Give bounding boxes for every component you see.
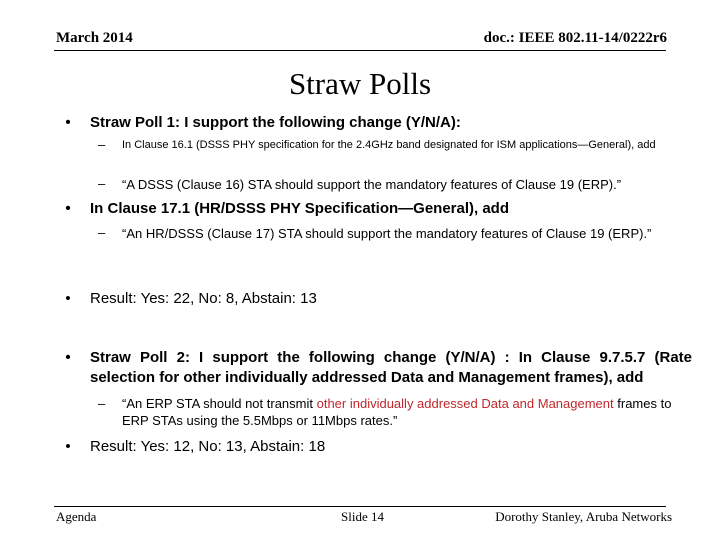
poll1-clause16-text: In Clause 16.1 (DSSS PHY specification for the 2.4GHz band designated for ISM applications—General), add [122,139,656,151]
header-date: March 2014 [56,30,133,46]
footer-agenda: Agenda [56,509,97,524]
bullet-icon: • [65,290,71,307]
poll2-heading: Straw Poll 2: I support the following change (Y/N/A) : In Clause 9.7.5.7 (Rate selection for other individually addressed Data and Management frames), add [90,349,692,386]
poll2-quote-start: “An ERP STA should not transmit [122,396,317,411]
poll2-erp-quote [122,395,692,429]
dash-icon: – [98,137,106,152]
header-divider [54,50,666,51]
footer-slide-number: Slide 14 [341,509,384,524]
dash-icon: – [98,225,106,240]
poll2-quote-end: frames to ERP STAs using the 5.5Mbps or 11Mbps rates.” [122,396,672,428]
clause17-hrdsss-quote: “An HR/DSSS (Clause 17) STA should support the mandatory features of Clause 19 (ERP).” [122,226,652,241]
poll2-quote-highlight: other individually addressed Data and Management [316,396,614,411]
bullet-icon: • [65,438,71,455]
bullet-icon: • [65,114,71,131]
dash-icon: – [98,396,106,411]
header-doc-id: doc.: IEEE 802.11-14/0222r6 [483,30,667,46]
dash-icon: – [98,176,106,191]
poll1-dsss-quote: “A DSSS (Clause 16) STA should support the mandatory features of Clause 19 (ERP).” [122,177,622,192]
clause17-heading: In Clause 17.1 (HR/DSSS PHY Specification—General), add [90,200,510,217]
bullet-icon: • [65,349,71,366]
footer-author: Dorothy Stanley, Aruba Networks [495,509,672,524]
poll1-result: Result: Yes: 22, No: 8, Abstain: 13 [90,290,317,307]
poll2-result: Result: Yes: 12, No: 13, Abstain: 18 [90,438,326,455]
poll1-heading: Straw Poll 1: I support the following change (Y/N/A): [90,114,461,131]
slide-title: Straw Polls [288,66,432,101]
footer-divider [54,506,666,507]
bullet-icon: • [65,200,71,217]
